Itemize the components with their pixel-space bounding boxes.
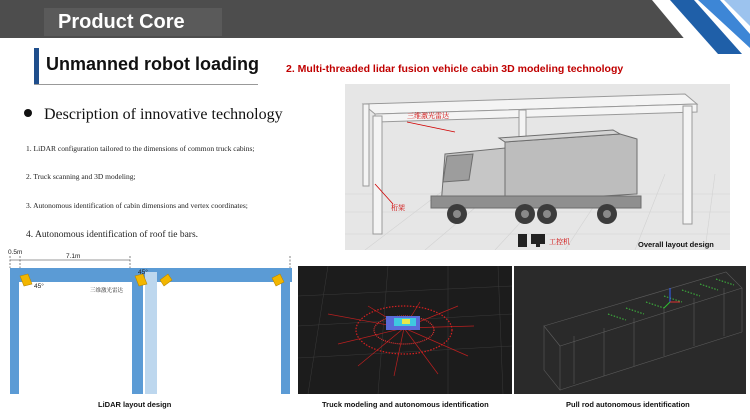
corner-decoration bbox=[632, 0, 750, 60]
lidar-label: 三维激光雷达 bbox=[407, 113, 449, 120]
page-title: Product Core bbox=[58, 11, 185, 33]
technology-subheading: 2. Multi-threaded lidar fusion vehicle cabin 3D modeling technology bbox=[286, 63, 624, 75]
pc-tower-icon bbox=[518, 234, 527, 247]
description-item: 3. Autonomous identification of cabin dimensions and vertex coordinates; bbox=[26, 201, 248, 210]
truck-modeling-image bbox=[298, 266, 512, 394]
angle-left: 45° bbox=[34, 283, 44, 290]
overall-layout-caption: Overall layout design bbox=[638, 240, 714, 249]
truck-modeling-caption: Truck modeling and autonomous identification bbox=[322, 400, 489, 409]
angle-right: 45° bbox=[138, 269, 148, 276]
bullet-icon bbox=[24, 109, 32, 117]
lidar-diagram-label: 三维激光雷达 bbox=[90, 288, 124, 294]
pull-rod-caption: Pull rod autonomous identification bbox=[566, 400, 690, 409]
dimension-span: 7.1m bbox=[66, 253, 81, 260]
description-item: 1. LiDAR configuration tailored to the dimensions of common truck cabins; bbox=[26, 144, 255, 153]
section-accent-bar bbox=[34, 48, 39, 84]
description-heading-text: Description of innovative technology bbox=[44, 106, 283, 123]
overall-layout-image bbox=[345, 84, 730, 250]
pc-label: 工控机 bbox=[549, 239, 570, 246]
section-title: Unmanned robot loading bbox=[46, 54, 259, 74]
description-heading bbox=[24, 106, 283, 124]
dimension-small: 0.5m bbox=[8, 249, 23, 256]
description-item: 2. Truck scanning and 3D modeling; bbox=[26, 172, 136, 181]
lidar-layout-diagram bbox=[0, 248, 296, 398]
monitor-icon bbox=[531, 234, 545, 244]
truss-label: 桁架 bbox=[391, 205, 405, 212]
pull-rod-image bbox=[514, 266, 746, 394]
lidar-layout-caption: LiDAR layout design bbox=[98, 400, 172, 409]
description-item: 4. Autonomous identification of roof tie bars. bbox=[26, 230, 199, 240]
